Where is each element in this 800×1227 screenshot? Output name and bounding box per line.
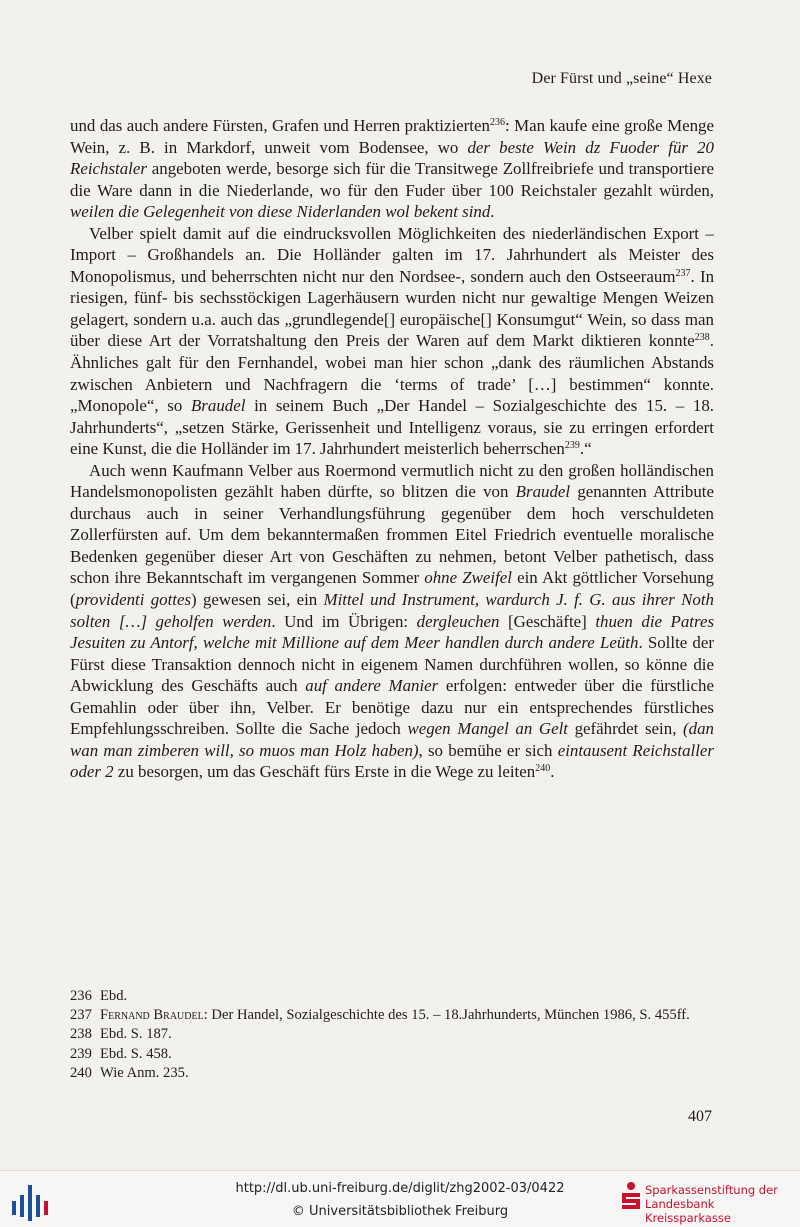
text-run: ein Akt göttlicher Vorsehung ( xyxy=(70,568,714,610)
permalink-url[interactable]: http://dl.ub.uni-freiburg.de/diglit/zhg2002-03/0422 xyxy=(235,1181,565,1196)
text-run: erfolgen: entweder über die fürstliche Gemahlin oder über ihn, Velber. Er benötige dazu nur ein entsprechendes fürstliches Empfehlungsschreiben. Sollte die Sache jedoch xyxy=(70,676,714,739)
text-run: zu besorgen, um das Geschäft fürs Erste in die Wege zu leiten xyxy=(113,762,536,782)
footnote-number: 236 xyxy=(70,988,92,1004)
quote-italic: dergleuchen xyxy=(416,611,500,631)
text-run: in seinem Buch „Der Handel – Sozialgeschichte des 15. – 18. Jahrhunderts“, „setzen Stärke, Gerissenheit und Intelligenz voraus, sie zu erringen erfordert eine Kunst, die die Holländer im 17. Jahrhundert meisterlich beherrschen xyxy=(70,396,714,459)
copyright-notice: © Universitätsbibliothek Freiburg xyxy=(291,1204,509,1219)
text-run: [Geschäfte] xyxy=(499,611,596,631)
footnote-237 xyxy=(70,1006,714,1025)
footnote-ref[interactable]: 240 xyxy=(535,763,551,775)
sponsor-line-1: Sparkassenstiftung der xyxy=(645,1183,778,1197)
quote-italic: wegen Mangel an Gelt xyxy=(407,719,568,739)
text-run: .“ xyxy=(579,439,592,459)
sponsor-line-2: Landesbank Kreissparkasse xyxy=(645,1197,731,1225)
footnote-239 xyxy=(70,1045,714,1064)
text-run: genannten Attribute durchaus auch in seiner Verhandlungsführung gegenüber dem hoch verschuldeten Zollerfürsten auf. Um dem bekanntermaßen frommen Eitel Friedrich eventuelle moralische Bedenken gegenüber dieser Art von Geschäften zu nehmen, betont Velber pathetisch, dass schon ihre Bekanntschaft im vergangenen Sommer xyxy=(70,482,714,588)
quote-italic: der beste Wein dz Fuoder für 20 Reichstaler xyxy=(70,137,715,179)
quote-italic: thuen die Patres Jesuiten zu Antorf, welche mit Millione auf dem Meer handlen durch andere Leüth xyxy=(70,611,715,653)
quote-italic: weilen die Gelegenheit von diese Niderlanden wol bekent sind xyxy=(70,202,491,222)
footnote-ref[interactable]: 237 xyxy=(675,267,691,279)
text-run: . Sollte der Fürst diese Transaktion dennoch nicht in eigenem Namen durchführen wollen, so könne die Abwicklung des Geschäfts auch xyxy=(70,633,714,696)
paragraph-3 xyxy=(70,460,714,783)
footnote-number: 237 xyxy=(70,1007,92,1024)
sponsor-label xyxy=(645,1183,800,1225)
text-run: angeboten werde, besorge sich für die Transitwege Zollfreibriefe und transportiere die Ware dann in die Niederlande, wo für den Fuder über 100 Reichstaler gezahlt würden, xyxy=(70,159,714,200)
footnote-number: 240 xyxy=(70,1064,92,1081)
text-run: . xyxy=(550,762,555,782)
quote-italic: (dan wan man zimberen will, so muos man Holz haben) xyxy=(70,719,714,760)
text-run: : Man kaufe eine große Menge Wein, z. B. in Markdorf, unweit vom Bodensee, wo xyxy=(70,116,714,157)
running-head: Der Fürst und „seine“ Hexe xyxy=(531,70,712,87)
quote-italic: Mittel und Instrument, wardurch J. f. G. aus ihrer Noth solten […] geholfen werden xyxy=(70,590,714,631)
viewer-footer xyxy=(0,1170,800,1227)
footnote-ref[interactable]: 239 xyxy=(564,440,580,452)
body-text xyxy=(70,115,714,783)
text-run: , so bemühe er sich xyxy=(418,740,558,760)
quote-italic: providenti gottes xyxy=(75,590,192,610)
footnote-ref[interactable]: 236 xyxy=(489,117,505,128)
footnote-text: Ebd. S. 458. xyxy=(100,1045,172,1062)
footnote-author: Fernand Braudel xyxy=(100,1007,204,1024)
footnote-240 xyxy=(70,1064,714,1083)
text-run: ) gewesen sei, ein xyxy=(191,590,324,610)
text-run: . In riesigen, fünf- bis sechsstöckigen Lagerhäusern wurden nicht nur gewaltige Mengen Weizen gelagert, sondern u.a. auch das „grundlegende[] europäische[] Konsumgut“ Wein, so dass man über diese Art der Vorratshaltung den Preis der Waren auf dem Markt diktieren konnte xyxy=(70,266,715,351)
text-run: Velber spielt damit auf die eindrucksvollen Möglichkeiten des niederländischen Export – Import – Großhandels an. Die Holländer galten im 17. Jahrhundert als Meister des Monopolismus, und beherrschten nicht nur den Nordsee-, sondern auch den Ostseeraum xyxy=(70,223,714,286)
author-italic: Braudel xyxy=(515,482,571,502)
text-run: . xyxy=(490,202,495,222)
quote-italic: eintausent Reichstaller oder 2 xyxy=(70,740,715,782)
footnotes xyxy=(70,987,714,1083)
footnote-number: 239 xyxy=(70,1045,92,1062)
author-italic: Braudel xyxy=(190,396,246,416)
footnote-text: Wie Anm. 235. xyxy=(100,1064,189,1081)
text-run: . Und im Übrigen: xyxy=(271,611,417,631)
footnote-238 xyxy=(70,1025,714,1044)
sparkasse-logo-icon xyxy=(620,1181,642,1211)
text-run: und das auch andere Fürsten, Grafen und Herren praktizierten xyxy=(70,116,490,135)
footnote-text: Ebd. S. 187. xyxy=(100,1026,172,1043)
footnote-236 xyxy=(70,987,714,1006)
quote-italic: ohne Zweifel xyxy=(424,568,512,588)
paragraph-2 xyxy=(70,223,714,460)
quote-italic: auf andere Manier xyxy=(305,676,439,696)
text-run: Auch wenn Kaufmann Velber aus Roermond vermutlich nicht zu den großen holländischen Handelsmonopolisten gezählt haben dürfte, so blitzen die von xyxy=(70,460,714,502)
footnote-text: : Der Handel, Sozialgeschichte des 15. – 18.Jahrhunderts, München 1986, S. 455ff. xyxy=(203,1007,690,1024)
page-number: 407 xyxy=(688,1108,712,1125)
text-run: . Ähnliches galt für den Fernhandel, wobei man hier schon „dank des räumlichen Abstands zwischen Anbietern und Nachfragern die ‘terms of trade’ […] bestimmen“ konnte. „Monopole“, so xyxy=(70,331,714,416)
paragraph-1 xyxy=(70,115,714,223)
text-run: gefährdet sein, xyxy=(568,719,684,739)
footnote-number: 238 xyxy=(70,1026,92,1043)
footnote-text: Ebd. xyxy=(100,988,128,1004)
footnote-ref[interactable]: 238 xyxy=(694,332,710,344)
